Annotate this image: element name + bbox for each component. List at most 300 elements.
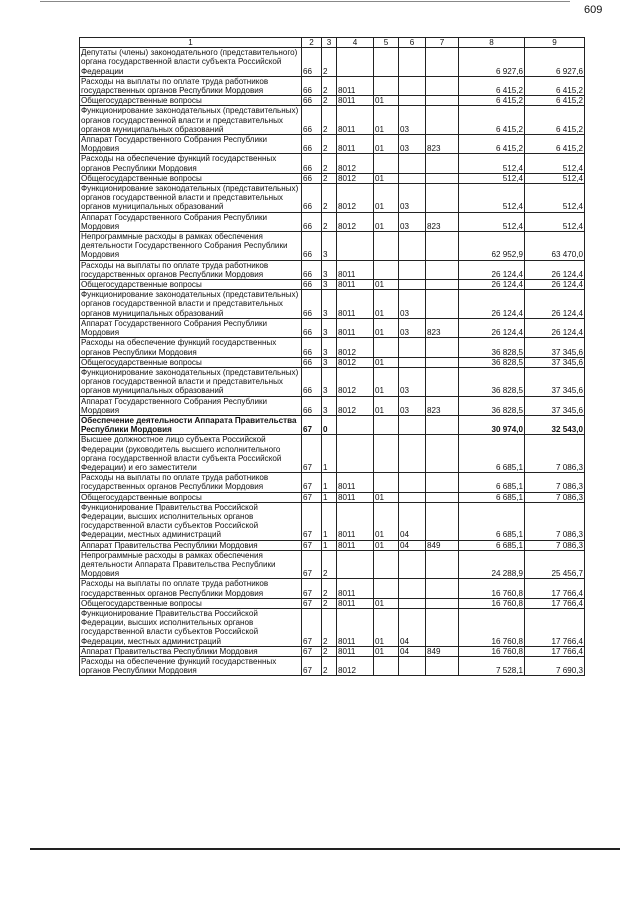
- row-code-cell: 8012: [337, 396, 374, 415]
- row-value-cell: 36 828,5: [459, 396, 525, 415]
- table-row: [80, 540, 585, 550]
- header-cell: 4: [337, 38, 374, 48]
- row-code-cell: 01: [374, 290, 399, 319]
- row-value-cell: 24 288,9: [459, 550, 525, 579]
- row-name-cell: Функционирование Правительства Российской Федерации, высших исполнительных органов государственной власти субъектов Российской Федерации, местных администраций: [80, 608, 302, 646]
- row-code-cell: 01: [374, 598, 399, 608]
- row-code-cell: 2: [322, 646, 337, 656]
- table-row: [80, 184, 585, 213]
- row-name-cell: Депутаты (члены) законодательного (представительного) органа государственной власти субъекта Российской Федерации: [80, 48, 302, 77]
- row-code-cell: 03: [399, 318, 426, 337]
- row-value-cell: 6 415,2: [459, 135, 525, 154]
- table-row: [80, 76, 585, 95]
- row-code-cell: 8012: [337, 154, 374, 173]
- row-code-cell: 8011: [337, 502, 374, 540]
- row-code-cell: 66: [302, 396, 322, 415]
- row-code-cell: 01: [374, 96, 399, 106]
- row-code-cell: 67: [302, 492, 322, 502]
- row-code-cell: 2: [322, 135, 337, 154]
- row-name-cell: Обеспечение деятельности Аппарата Правительства Республики Мордовия: [80, 415, 302, 434]
- row-code-cell: 66: [302, 154, 322, 173]
- row-value-cell: 63 470,0: [525, 232, 585, 261]
- row-code-cell: 2: [322, 106, 337, 135]
- row-value-cell: 37 345,6: [525, 357, 585, 367]
- row-code-cell: 04: [399, 608, 426, 646]
- row-name-cell: Расходы на выплаты по оплате труда работников государственных органов Республики Мордовия: [80, 76, 302, 95]
- row-code-cell: [426, 657, 459, 676]
- row-value-cell: 6 415,2: [459, 76, 525, 95]
- row-code-cell: 8011: [337, 76, 374, 95]
- row-code-cell: [337, 550, 374, 579]
- row-code-cell: 8011: [337, 290, 374, 319]
- row-code-cell: [426, 415, 459, 434]
- row-code-cell: [399, 154, 426, 173]
- table-row: [80, 435, 585, 473]
- row-value-cell: 7 086,3: [525, 502, 585, 540]
- row-code-cell: 03: [399, 212, 426, 231]
- row-code-cell: 3: [322, 232, 337, 261]
- row-code-cell: [426, 280, 459, 290]
- row-code-cell: 67: [302, 598, 322, 608]
- page-number: 609: [584, 4, 603, 16]
- row-code-cell: 01: [374, 646, 399, 656]
- row-name-cell: Общегосударственные вопросы: [80, 357, 302, 367]
- row-code-cell: 66: [302, 338, 322, 357]
- row-code-cell: 03: [399, 367, 426, 396]
- row-code-cell: 66: [302, 280, 322, 290]
- row-code-cell: 2: [322, 154, 337, 173]
- row-code-cell: [399, 173, 426, 183]
- row-code-cell: [426, 502, 459, 540]
- row-code-cell: 03: [399, 290, 426, 319]
- row-name-cell: Аппарат Государственного Собрания Республики Мордовия: [80, 396, 302, 415]
- row-code-cell: 66: [302, 96, 322, 106]
- row-value-cell: 6 415,2: [459, 106, 525, 135]
- row-code-cell: [426, 173, 459, 183]
- row-code-cell: 1: [322, 435, 337, 473]
- row-name-cell: Высшее должностное лицо субъекта Российской Федерации (руководитель высшего исполнительного органа государственной власти субъекта Российской Федерации) и его заместители: [80, 435, 302, 473]
- row-code-cell: [399, 415, 426, 434]
- row-value-cell: 26 124,4: [459, 260, 525, 279]
- row-value-cell: 16 760,8: [459, 579, 525, 598]
- table-row: [80, 608, 585, 646]
- row-code-cell: 01: [374, 184, 399, 213]
- row-code-cell: 66: [302, 173, 322, 183]
- row-value-cell: 7 086,3: [525, 473, 585, 492]
- table-row: [80, 173, 585, 183]
- table-row: [80, 415, 585, 434]
- row-code-cell: 67: [302, 435, 322, 473]
- row-code-cell: 67: [302, 657, 322, 676]
- row-value-cell: 17 766,4: [525, 598, 585, 608]
- row-value-cell: 37 345,6: [525, 396, 585, 415]
- row-code-cell: 66: [302, 48, 322, 77]
- header-cell: 9: [525, 38, 585, 48]
- row-code-cell: 823: [426, 212, 459, 231]
- row-code-cell: 03: [399, 396, 426, 415]
- row-code-cell: [399, 232, 426, 261]
- row-code-cell: 3: [322, 367, 337, 396]
- row-code-cell: [426, 76, 459, 95]
- row-code-cell: [426, 232, 459, 261]
- row-name-cell: Аппарат Государственного Собрания Республики Мордовия: [80, 212, 302, 231]
- row-value-cell: 32 543,0: [525, 415, 585, 434]
- row-code-cell: [426, 96, 459, 106]
- row-code-cell: [399, 598, 426, 608]
- row-code-cell: [426, 106, 459, 135]
- row-code-cell: 3: [322, 318, 337, 337]
- row-code-cell: [374, 260, 399, 279]
- row-code-cell: [426, 550, 459, 579]
- row-code-cell: 66: [302, 232, 322, 261]
- row-code-cell: 8012: [337, 184, 374, 213]
- table-row: [80, 502, 585, 540]
- row-value-cell: 512,4: [459, 184, 525, 213]
- table-row: [80, 367, 585, 396]
- row-code-cell: 66: [302, 290, 322, 319]
- table-row: [80, 492, 585, 502]
- row-code-cell: [426, 154, 459, 173]
- row-code-cell: 8011: [337, 280, 374, 290]
- row-value-cell: 30 974,0: [459, 415, 525, 434]
- row-code-cell: [426, 598, 459, 608]
- row-code-cell: 01: [374, 135, 399, 154]
- table-row: [80, 154, 585, 173]
- row-name-cell: Функционирование законодательных (представительных) органов государственной власти и представительных органов муниципальных образований: [80, 184, 302, 213]
- row-code-cell: 2: [322, 598, 337, 608]
- table-row: [80, 579, 585, 598]
- row-value-cell: 36 828,5: [459, 338, 525, 357]
- table-body: [80, 48, 585, 676]
- row-code-cell: 2: [322, 96, 337, 106]
- row-code-cell: [374, 76, 399, 95]
- row-code-cell: [399, 48, 426, 77]
- row-code-cell: [399, 435, 426, 473]
- row-code-cell: 8011: [337, 260, 374, 279]
- row-code-cell: 8011: [337, 135, 374, 154]
- row-value-cell: 37 345,6: [525, 338, 585, 357]
- row-value-cell: 16 760,8: [459, 646, 525, 656]
- table-row: [80, 96, 585, 106]
- row-value-cell: 26 124,4: [525, 318, 585, 337]
- row-value-cell: 17 766,4: [525, 646, 585, 656]
- table-row: [80, 357, 585, 367]
- row-code-cell: 8012: [337, 173, 374, 183]
- row-code-cell: 8012: [337, 212, 374, 231]
- table-row: [80, 646, 585, 656]
- row-value-cell: 16 760,8: [459, 598, 525, 608]
- row-code-cell: [337, 415, 374, 434]
- row-name-cell: Расходы на выплаты по оплате труда работников государственных органов Республики Мордовия: [80, 579, 302, 598]
- row-code-cell: 1: [322, 502, 337, 540]
- row-code-cell: 2: [322, 608, 337, 646]
- row-code-cell: 3: [322, 357, 337, 367]
- row-code-cell: [374, 154, 399, 173]
- row-name-cell: Функционирование законодательных (представительных) органов государственной власти и представительных органов муниципальных образований: [80, 367, 302, 396]
- row-code-cell: 0: [322, 415, 337, 434]
- scan-bottom-line: [30, 848, 620, 850]
- budget-table: [79, 37, 585, 676]
- row-code-cell: 8012: [337, 357, 374, 367]
- row-code-cell: 3: [322, 338, 337, 357]
- row-code-cell: 823: [426, 135, 459, 154]
- row-value-cell: 36 828,5: [459, 367, 525, 396]
- row-code-cell: 2: [322, 657, 337, 676]
- row-code-cell: [399, 357, 426, 367]
- row-code-cell: [337, 232, 374, 261]
- row-code-cell: 67: [302, 473, 322, 492]
- row-value-cell: 6 685,1: [459, 540, 525, 550]
- row-code-cell: 849: [426, 646, 459, 656]
- row-code-cell: [399, 657, 426, 676]
- row-code-cell: 67: [302, 646, 322, 656]
- table-row: [80, 550, 585, 579]
- row-value-cell: 26 124,4: [525, 260, 585, 279]
- row-code-cell: 8012: [337, 338, 374, 357]
- row-code-cell: 01: [374, 367, 399, 396]
- row-value-cell: 25 456,7: [525, 550, 585, 579]
- table-row: [80, 338, 585, 357]
- row-code-cell: 2: [322, 48, 337, 77]
- row-code-cell: [399, 492, 426, 502]
- row-code-cell: [374, 232, 399, 261]
- row-code-cell: [374, 338, 399, 357]
- row-value-cell: 512,4: [525, 173, 585, 183]
- row-name-cell: Общегосударственные вопросы: [80, 280, 302, 290]
- row-code-cell: 01: [374, 396, 399, 415]
- row-code-cell: 66: [302, 135, 322, 154]
- row-code-cell: 8011: [337, 598, 374, 608]
- row-code-cell: 2: [322, 579, 337, 598]
- row-code-cell: 01: [374, 280, 399, 290]
- row-code-cell: [374, 435, 399, 473]
- row-code-cell: 8011: [337, 96, 374, 106]
- row-code-cell: 04: [399, 540, 426, 550]
- row-name-cell: Функционирование Правительства Российской Федерации, высших исполнительных органов государственной власти субъектов Российской Федерации, местных администраций: [80, 502, 302, 540]
- row-code-cell: [426, 492, 459, 502]
- row-code-cell: [399, 550, 426, 579]
- row-name-cell: Расходы на выплаты по оплате труда работников государственных органов Республики Мордовия: [80, 260, 302, 279]
- row-name-cell: Расходы на обеспечение функций государственных органов Республики Мордовия: [80, 657, 302, 676]
- row-code-cell: 3: [322, 280, 337, 290]
- row-code-cell: 3: [322, 260, 337, 279]
- row-code-cell: 8011: [337, 579, 374, 598]
- row-code-cell: [426, 184, 459, 213]
- row-value-cell: 6 685,1: [459, 502, 525, 540]
- table-row: [80, 260, 585, 279]
- row-value-cell: 6 927,6: [459, 48, 525, 77]
- row-code-cell: [426, 357, 459, 367]
- header-cell: 1: [80, 38, 302, 48]
- row-code-cell: 1: [322, 473, 337, 492]
- table-row: [80, 657, 585, 676]
- header-cell: 2: [302, 38, 322, 48]
- row-value-cell: 6 927,6: [525, 48, 585, 77]
- row-code-cell: [426, 338, 459, 357]
- table-row: [80, 48, 585, 77]
- row-name-cell: Аппарат Правительства Республики Мордовия: [80, 540, 302, 550]
- row-code-cell: 67: [302, 550, 322, 579]
- row-value-cell: 37 345,6: [525, 367, 585, 396]
- row-code-cell: 66: [302, 260, 322, 279]
- row-value-cell: 6 685,1: [459, 492, 525, 502]
- row-value-cell: 26 124,4: [525, 280, 585, 290]
- row-code-cell: 66: [302, 357, 322, 367]
- row-code-cell: 67: [302, 502, 322, 540]
- row-code-cell: 67: [302, 579, 322, 598]
- row-code-cell: 1: [322, 540, 337, 550]
- row-value-cell: 6 415,2: [525, 96, 585, 106]
- row-code-cell: 03: [399, 135, 426, 154]
- row-code-cell: 2: [322, 173, 337, 183]
- row-code-cell: [426, 48, 459, 77]
- row-code-cell: 03: [399, 184, 426, 213]
- table-row: [80, 212, 585, 231]
- row-name-cell: Расходы на обеспечение функций государственных органов Республики Мордовия: [80, 154, 302, 173]
- row-value-cell: 512,4: [459, 173, 525, 183]
- row-code-cell: 66: [302, 106, 322, 135]
- row-code-cell: 2: [322, 550, 337, 579]
- header-cell: 6: [399, 38, 426, 48]
- row-name-cell: Непрограммные расходы в рамках обеспечения деятельности Аппарата Правительства Республики Мордовия: [80, 550, 302, 579]
- row-code-cell: 67: [302, 415, 322, 434]
- row-value-cell: 62 952,9: [459, 232, 525, 261]
- row-value-cell: 7 086,3: [525, 492, 585, 502]
- row-code-cell: 01: [374, 318, 399, 337]
- row-code-cell: [374, 550, 399, 579]
- row-code-cell: [426, 608, 459, 646]
- row-code-cell: [399, 338, 426, 357]
- row-name-cell: Аппарат Государственного Собрания Республики Мордовия: [80, 135, 302, 154]
- row-name-cell: Общегосударственные вопросы: [80, 173, 302, 183]
- table-row: [80, 280, 585, 290]
- table-row: [80, 106, 585, 135]
- row-code-cell: [426, 473, 459, 492]
- table-row: [80, 290, 585, 319]
- row-code-cell: 01: [374, 492, 399, 502]
- row-code-cell: 01: [374, 173, 399, 183]
- row-code-cell: 67: [302, 608, 322, 646]
- row-code-cell: 01: [374, 608, 399, 646]
- scan-top-line: [40, 1, 570, 2]
- table-row: [80, 318, 585, 337]
- row-value-cell: 6 685,1: [459, 435, 525, 473]
- row-code-cell: [374, 657, 399, 676]
- row-value-cell: 7 086,3: [525, 540, 585, 550]
- row-name-cell: Расходы на обеспечение функций государственных органов Республики Мордовия: [80, 338, 302, 357]
- row-code-cell: [426, 435, 459, 473]
- table-row: [80, 232, 585, 261]
- row-value-cell: 512,4: [459, 212, 525, 231]
- row-value-cell: 6 415,2: [525, 76, 585, 95]
- header-cell: 5: [374, 38, 399, 48]
- row-value-cell: 512,4: [525, 184, 585, 213]
- row-code-cell: 2: [322, 212, 337, 231]
- row-code-cell: [337, 435, 374, 473]
- row-name-cell: Общегосударственные вопросы: [80, 598, 302, 608]
- row-code-cell: 8011: [337, 106, 374, 135]
- row-value-cell: 26 124,4: [459, 280, 525, 290]
- row-value-cell: 26 124,4: [459, 290, 525, 319]
- row-name-cell: Функционирование законодательных (представительных) органов государственной власти и представительных органов муниципальных образований: [80, 106, 302, 135]
- row-code-cell: 3: [322, 396, 337, 415]
- row-code-cell: [426, 367, 459, 396]
- row-code-cell: [399, 260, 426, 279]
- row-code-cell: 8012: [337, 657, 374, 676]
- row-code-cell: [374, 579, 399, 598]
- row-value-cell: 26 124,4: [525, 290, 585, 319]
- row-code-cell: 01: [374, 106, 399, 135]
- row-value-cell: 17 766,4: [525, 579, 585, 598]
- row-value-cell: 512,4: [459, 154, 525, 173]
- row-code-cell: 66: [302, 318, 322, 337]
- row-code-cell: 66: [302, 212, 322, 231]
- row-code-cell: 01: [374, 540, 399, 550]
- row-name-cell: Аппарат Государственного Собрания Республики Мордовия: [80, 318, 302, 337]
- table-row: [80, 135, 585, 154]
- header-cell: 3: [322, 38, 337, 48]
- row-code-cell: [374, 415, 399, 434]
- row-code-cell: 3: [322, 290, 337, 319]
- row-code-cell: 8012: [337, 367, 374, 396]
- table-row: [80, 473, 585, 492]
- row-value-cell: 6 415,2: [525, 106, 585, 135]
- row-name-cell: Общегосударственные вопросы: [80, 492, 302, 502]
- row-value-cell: 6 415,2: [459, 96, 525, 106]
- row-code-cell: 823: [426, 318, 459, 337]
- row-code-cell: 8011: [337, 608, 374, 646]
- row-code-cell: [399, 280, 426, 290]
- row-code-cell: 66: [302, 184, 322, 213]
- row-code-cell: 8011: [337, 646, 374, 656]
- table-row: [80, 396, 585, 415]
- row-code-cell: [399, 96, 426, 106]
- row-value-cell: 17 766,4: [525, 608, 585, 646]
- row-code-cell: 849: [426, 540, 459, 550]
- row-name-cell: Непрограммные расходы в рамках обеспечения деятельности Государственного Собрания Республики Мордовия: [80, 232, 302, 261]
- row-code-cell: [426, 290, 459, 319]
- row-code-cell: [374, 48, 399, 77]
- table-row: [80, 598, 585, 608]
- header-cell: 7: [426, 38, 459, 48]
- row-value-cell: 26 124,4: [459, 318, 525, 337]
- row-code-cell: 67: [302, 540, 322, 550]
- row-code-cell: 66: [302, 367, 322, 396]
- row-code-cell: 8011: [337, 318, 374, 337]
- row-code-cell: [337, 48, 374, 77]
- row-value-cell: 6 685,1: [459, 473, 525, 492]
- row-value-cell: 7 528,1: [459, 657, 525, 676]
- row-code-cell: 1: [322, 492, 337, 502]
- row-value-cell: 6 415,2: [525, 135, 585, 154]
- row-code-cell: 01: [374, 357, 399, 367]
- row-value-cell: 7 086,3: [525, 435, 585, 473]
- row-code-cell: 04: [399, 646, 426, 656]
- row-code-cell: 03: [399, 106, 426, 135]
- row-value-cell: 16 760,8: [459, 608, 525, 646]
- row-code-cell: [399, 473, 426, 492]
- header-cell: 8: [459, 38, 525, 48]
- row-code-cell: [399, 76, 426, 95]
- row-code-cell: [399, 579, 426, 598]
- row-code-cell: 8011: [337, 492, 374, 502]
- row-value-cell: 36 828,5: [459, 357, 525, 367]
- row-name-cell: Общегосударственные вопросы: [80, 96, 302, 106]
- row-value-cell: 512,4: [525, 212, 585, 231]
- row-code-cell: 8011: [337, 540, 374, 550]
- row-code-cell: 823: [426, 396, 459, 415]
- row-value-cell: 7 690,3: [525, 657, 585, 676]
